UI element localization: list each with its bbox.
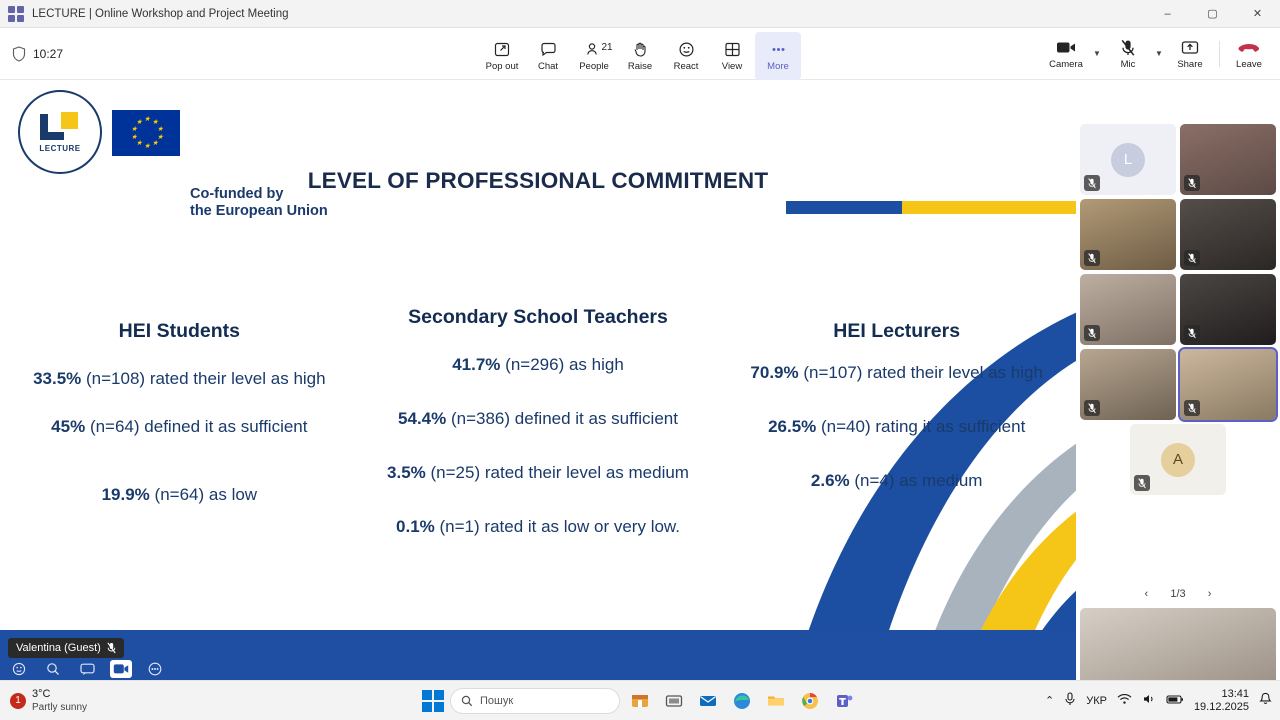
mic-muted-icon [1184,325,1200,341]
column-heading: Secondary School Teachers [408,306,668,328]
stat-item [377,352,700,378]
camera-on-icon[interactable] [110,660,132,678]
mic-label: Mic [1120,58,1136,70]
leave-call-icon [1238,38,1260,58]
mic-muted-icon [1084,175,1100,191]
lecture-logo [18,90,102,174]
view-button[interactable] [709,32,755,80]
mic-muted-icon [1184,400,1200,416]
stat-item [735,414,1058,440]
stat-item [735,360,1058,386]
stat-text: defined it as sufficient [144,417,308,436]
tray-chevron-up-icon[interactable]: ⌃ [1044,695,1055,707]
taskbar-task-view[interactable] [660,687,688,715]
shared-content-stage[interactable] [0,80,1076,680]
bell-icon[interactable] [1259,692,1272,709]
stat-item [377,460,700,486]
stat-text: rated their level as high [867,363,1043,382]
stat-value: 26.5% [768,417,817,436]
meeting-clock-text: 10:27 [33,46,64,61]
meeting-toolbar-center [479,28,801,80]
stat-item [18,482,341,508]
notification-count-badge: 1 [10,693,26,709]
stat-value: 19.9% [101,485,150,504]
tray-clock[interactable] [1194,688,1249,714]
mic-muted-icon [1084,250,1100,266]
minimize-button[interactable]: – [1164,7,1171,20]
pop-out-button[interactable] [479,32,525,80]
raise-hand-button[interactable] [617,32,663,80]
view-label: View [721,60,743,72]
meeting-clock [12,46,63,62]
more-dots-icon[interactable] [144,660,166,678]
column-heading: HEI Students [118,320,240,342]
eu-stars: ★ ★ ★ ★ ★ ★ ★ ★ ★ ★ [131,116,164,150]
participant-tile-5[interactable] [1080,274,1176,345]
stat-text: as low [208,485,258,504]
tray-time: 13:41 [1221,687,1249,700]
mic-muted-icon [1120,38,1136,58]
mic-muted-icon [107,642,116,654]
windows-taskbar [0,680,1280,720]
stat-value: 33.5% [33,369,82,388]
more-dots-icon [770,40,787,60]
participant-tile-2[interactable] [1180,124,1276,195]
chat-label: Chat [537,60,559,72]
roster-prev-button[interactable]: ‹ [1144,588,1149,600]
stat-text: rated it as low or very low. [484,517,680,536]
people-count-badge: 21 [601,41,613,53]
stat-n: (n=108) [86,369,146,388]
stat-value: 41.7% [452,355,501,374]
eu-flag-icon [112,110,180,156]
share-button[interactable] [1167,30,1213,78]
slide-title: LEVEL OF PROFESSIONAL COMMITMENT [307,168,769,193]
stat-text: as high [568,355,624,374]
search-placeholder: Пошук [480,694,514,707]
taskbar-system-tray [1045,688,1280,714]
avatar: L [1080,124,1176,195]
self-view-controls [8,660,166,678]
leave-button[interactable] [1226,30,1272,78]
tray-date: 19.12.2025 [1193,700,1249,713]
meeting-toolbar [0,28,1280,80]
close-button[interactable]: ✕ [1252,8,1263,20]
react-smiley-icon [678,40,695,60]
teams-icon [8,6,24,22]
leave-label: Leave [1236,58,1262,70]
shield-icon [12,46,26,62]
window-titlebar [0,0,1280,28]
lecture-logo-mark-icon [40,112,80,140]
camera-label: Camera [1049,58,1083,70]
search-icon [461,695,473,707]
react-button[interactable] [663,32,709,80]
roster-next-button[interactable]: › [1207,588,1212,600]
windows-logo-icon[interactable] [422,690,444,712]
taskbar-center [422,687,858,715]
share-label: Share [1177,58,1203,70]
stat-n: (n=386) [450,409,511,428]
battery-icon[interactable] [1166,694,1184,708]
taskbar-weather-widget[interactable] [10,688,87,714]
chat-button[interactable] [525,32,571,80]
roster-pager [1076,580,1280,608]
participant-tile-9[interactable] [1130,424,1226,495]
people-label: People [579,60,609,72]
mic-chevron-down-icon[interactable]: ▼ [1155,49,1163,58]
participant-tile-1[interactable] [1080,124,1176,195]
stat-n: (n=1) [439,517,480,536]
column-secondary-school-teachers [359,230,718,540]
more-button[interactable] [755,32,801,80]
mic-muted-icon [1084,325,1100,341]
maximize-button[interactable]: ▢ [1207,8,1218,20]
tray-mic-icon[interactable] [1064,692,1076,709]
presentation-slide [0,80,1076,680]
stat-value: 0.1% [396,517,435,536]
stat-text: rated their level as high [149,369,326,388]
chat-icon [540,40,557,60]
stat-n: (n=40) [821,417,871,436]
taskbar-chrome[interactable] [796,687,824,715]
stat-item [377,514,700,540]
self-name: Valentina (Guest) [16,642,101,654]
pop-out-icon [494,40,511,60]
title-underline-rule [786,201,1076,214]
stat-n: (n=64) [89,417,140,436]
stat-item [377,406,700,432]
slide-columns [0,230,1076,540]
stat-value: 54.4% [398,409,447,428]
weather-temperature: 3°C [32,687,51,700]
search-icon[interactable] [42,660,64,678]
avatar: A [1130,424,1226,495]
lecture-logo-caption: LECTURE [39,143,81,153]
participant-tile-3[interactable] [1080,199,1176,270]
stat-n: (n=64) [154,485,205,504]
self-name-chip [8,638,124,658]
raise-label: Raise [627,60,653,72]
participant-tile-7[interactable] [1080,349,1176,420]
raise-hand-icon [632,40,649,60]
search-input[interactable] [450,688,620,714]
taskbar-outlook[interactable] [694,687,722,715]
people-icon [586,40,613,60]
column-hei-lecturers [717,230,1076,540]
react-label: React [673,60,699,72]
stat-n: (n=4) [854,471,895,490]
mic-muted-icon [1084,400,1100,416]
stat-text: rated their level as medium [484,463,689,482]
roster-page-indicator: 1/3 [1170,588,1186,600]
people-button[interactable] [571,32,617,80]
taskbar-file-explorer[interactable] [762,687,790,715]
toolbar-divider [1219,41,1220,67]
stat-item [18,366,341,392]
stat-n: (n=25) [430,463,481,482]
stat-text: defined it as sufficient [514,409,678,428]
stat-n: (n=107) [803,363,863,382]
wifi-icon[interactable] [1117,693,1132,708]
self-view-bar [0,630,1076,680]
chat-icon[interactable] [76,660,98,678]
title-rule-blue [786,201,902,214]
window-title: LECTURE | Online Workshop and Project Meeting [32,7,289,20]
taskbar-store[interactable] [626,687,654,715]
tray-language[interactable]: УКР [1086,694,1107,707]
column-hei-students [0,230,359,540]
column-heading: HEI Lecturers [833,320,961,342]
stat-item [18,414,341,440]
title-rule-yellow [902,201,1076,214]
volume-icon[interactable] [1142,693,1156,708]
share-screen-icon [1181,38,1199,58]
taskbar-teams[interactable] [830,687,858,715]
window-controls [1145,0,1280,28]
camera-button[interactable] [1043,30,1089,78]
mic-button[interactable] [1105,30,1151,78]
participant-tile-6[interactable] [1180,274,1276,345]
mic-muted-icon [1134,475,1150,491]
pop-out-label: Pop out [485,60,519,72]
meeting-toolbar-right [1043,30,1280,78]
mic-muted-icon [1184,250,1200,266]
stat-value: 45% [51,417,86,436]
emoji-icon[interactable] [8,660,30,678]
eu-funding-line-1: Co-funded by [190,186,284,202]
stat-value: 3.5% [387,463,426,482]
stat-n: (n=296) [505,355,565,374]
weather-description: Partly sunny [32,701,88,713]
stat-item [735,468,1058,494]
stat-text: rating it as sufficient [875,417,1026,436]
view-grid-icon [724,40,741,60]
participant-tile-4[interactable] [1180,199,1276,270]
eu-funding-line-2: the European Union [190,203,328,219]
mic-muted-icon [1184,175,1200,191]
stat-value: 70.9% [750,363,799,382]
camera-chevron-down-icon[interactable]: ▼ [1093,49,1101,58]
stat-value: 2.6% [810,471,850,490]
stat-text: as medium [899,471,983,490]
taskbar-edge[interactable] [728,687,756,715]
more-label: More [767,60,789,72]
weather-text [32,688,87,714]
camera-icon [1056,38,1076,58]
participant-tile-8[interactable] [1180,349,1276,420]
